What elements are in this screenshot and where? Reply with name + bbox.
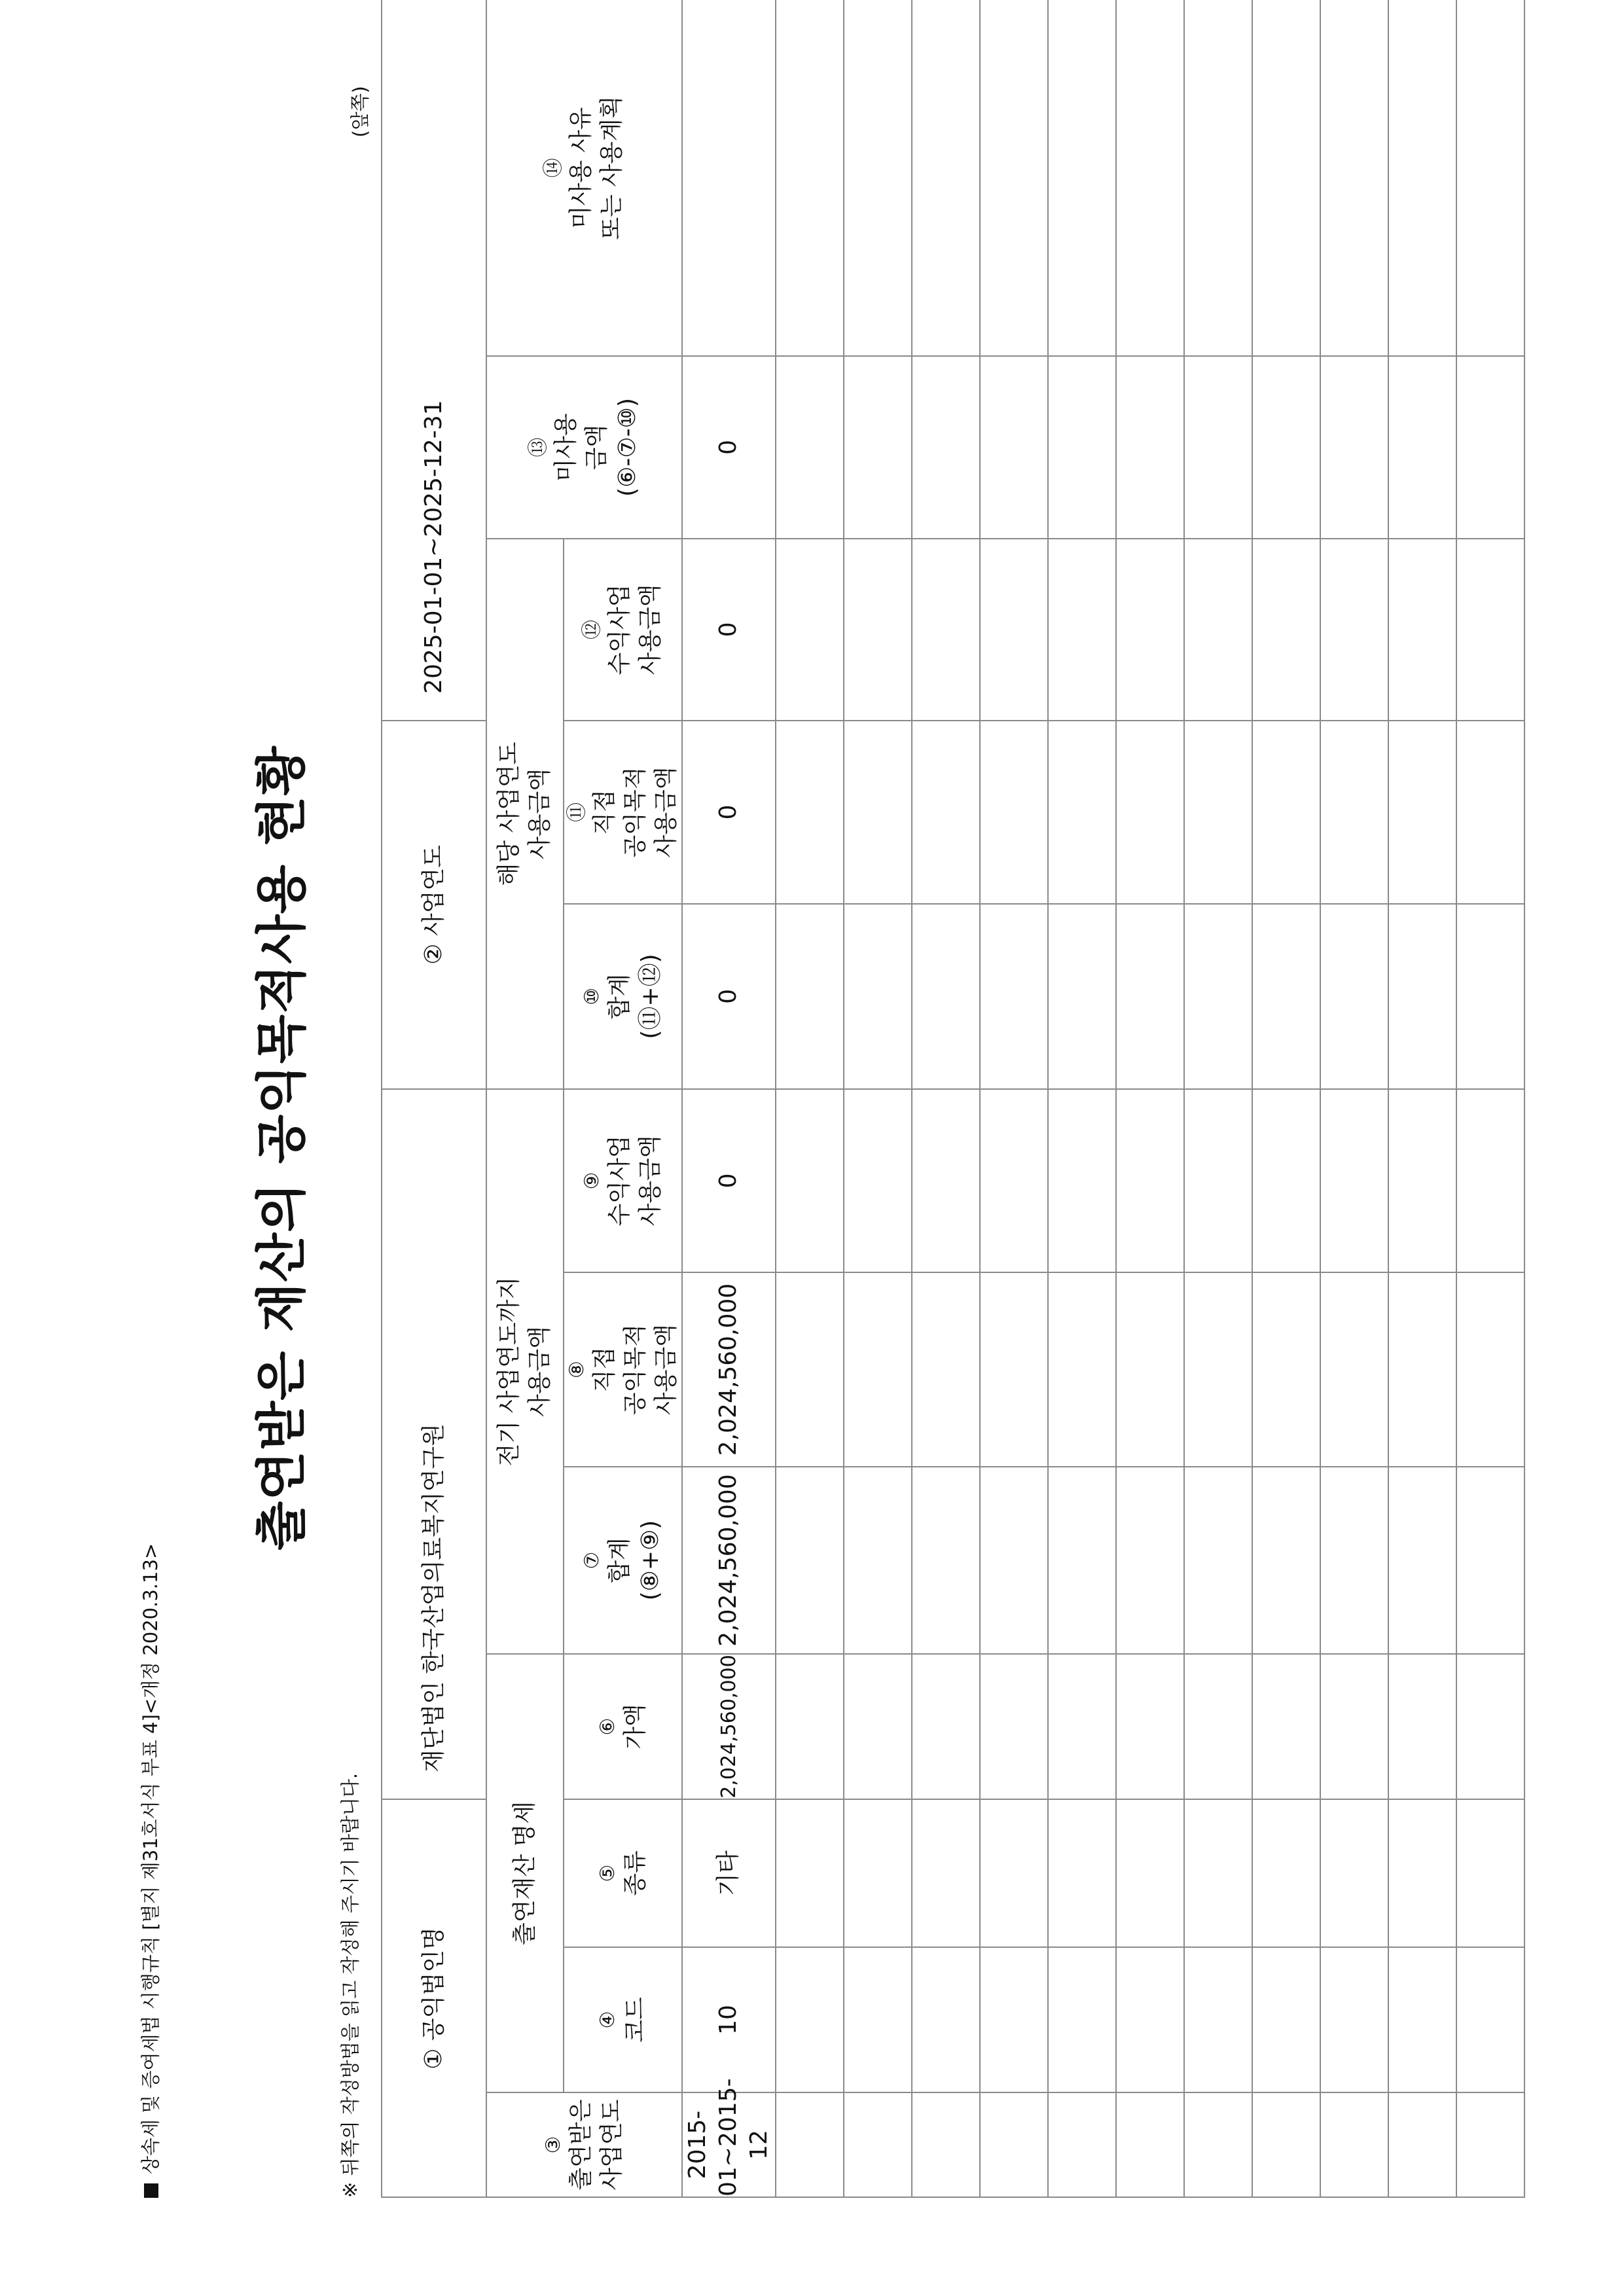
empty-cell[interactable] bbox=[1184, 1947, 1252, 2092]
table-row bbox=[1184, 0, 1252, 2197]
col-label: 가액 bbox=[621, 1704, 649, 1749]
circle-number: ⑨ bbox=[581, 1172, 604, 1190]
empty-cell[interactable] bbox=[1252, 1799, 1320, 1947]
circle-number: ⑭ bbox=[542, 158, 566, 178]
empty-cell[interactable] bbox=[844, 1467, 912, 1654]
empty-cell[interactable] bbox=[1048, 1272, 1116, 1467]
corp-name-label: ① 공익법인명 bbox=[382, 1799, 486, 2197]
col-label: 코드 bbox=[621, 1997, 649, 2043]
empty-cell[interactable] bbox=[912, 0, 980, 356]
empty-cell[interactable] bbox=[912, 1089, 980, 1272]
circle-number: ⑦ bbox=[581, 1551, 604, 1570]
cell-prev-profit[interactable]: 0 bbox=[682, 1089, 775, 1272]
empty-cell[interactable] bbox=[1320, 2092, 1388, 2197]
empty-cell[interactable] bbox=[1456, 539, 1525, 721]
empty-cell[interactable] bbox=[1048, 356, 1116, 539]
col-label: 출연받은 사업연도 bbox=[568, 2099, 626, 2191]
empty-cell[interactable] bbox=[912, 721, 980, 904]
col-unused-amount bbox=[486, 356, 682, 539]
empty-cell[interactable] bbox=[1184, 539, 1252, 721]
table-row bbox=[776, 0, 844, 2197]
col-unused-reason bbox=[486, 0, 682, 356]
page-side-label: (앞쪽) bbox=[349, 86, 371, 137]
empty-cell[interactable] bbox=[1456, 1947, 1525, 2092]
empty-cell[interactable] bbox=[980, 904, 1048, 1089]
cell-kind[interactable]: 기타 bbox=[682, 1799, 775, 1947]
empty-cell[interactable] bbox=[844, 904, 912, 1089]
circle-number: ④ bbox=[596, 2011, 619, 2029]
empty-cell[interactable] bbox=[1388, 1272, 1456, 1467]
empty-cell[interactable] bbox=[1116, 356, 1184, 539]
empty-cell[interactable] bbox=[776, 1799, 844, 1947]
col-cur-profit bbox=[564, 539, 682, 721]
empty-cell[interactable] bbox=[1252, 539, 1320, 721]
empty-cell[interactable] bbox=[980, 539, 1048, 721]
empty-cell[interactable] bbox=[776, 0, 844, 356]
empty-cell[interactable] bbox=[1048, 721, 1116, 904]
empty-cell[interactable] bbox=[1048, 1654, 1116, 1799]
empty-cell[interactable] bbox=[1184, 904, 1252, 1089]
empty-cell[interactable] bbox=[1184, 0, 1252, 356]
empty-cell[interactable] bbox=[776, 2092, 844, 2197]
empty-cell[interactable] bbox=[1320, 1089, 1388, 1272]
form-reference bbox=[136, 1543, 163, 2198]
empty-cell[interactable] bbox=[1388, 721, 1456, 904]
cell-reason[interactable] bbox=[682, 0, 775, 356]
empty-cell[interactable] bbox=[1456, 0, 1525, 356]
col-label: 미사용 사유 또는 사용계획 bbox=[568, 96, 626, 240]
cell-code[interactable]: 10 bbox=[682, 1947, 775, 2092]
circle-number: ⑥ bbox=[596, 1717, 619, 1736]
circle-number: ⑬ bbox=[527, 437, 550, 457]
empty-cell[interactable] bbox=[1388, 539, 1456, 721]
empty-cell[interactable] bbox=[1252, 1947, 1320, 2092]
empty-cell[interactable] bbox=[912, 904, 980, 1089]
col-label: 수익사업 사용금액 bbox=[606, 584, 664, 675]
col-label: 직접 공익목적 사용금액 bbox=[591, 1323, 679, 1416]
empty-cell[interactable] bbox=[1252, 1467, 1320, 1654]
empty-cell[interactable] bbox=[1184, 1467, 1252, 1654]
circle-number: ⑫ bbox=[581, 619, 604, 639]
empty-cell[interactable] bbox=[1184, 1089, 1252, 1272]
page-title: 출연받은 재산의 공익목적사용 현황 bbox=[253, 745, 312, 1551]
empty-cell[interactable] bbox=[1456, 904, 1525, 1089]
reference-text: 상속세 및 증여세법 시행규칙 [별지 제31호서식 부표 4]<개정 2020.3.13> bbox=[139, 1543, 162, 2174]
empty-cell[interactable] bbox=[1048, 1799, 1116, 1947]
empty-cell[interactable] bbox=[844, 1272, 912, 1467]
empty-cell[interactable] bbox=[1320, 904, 1388, 1089]
col-cur-total bbox=[564, 904, 682, 1089]
empty-cell[interactable] bbox=[1048, 1467, 1116, 1654]
empty-cell[interactable] bbox=[1320, 0, 1388, 356]
table-row bbox=[1116, 0, 1184, 2197]
empty-cell[interactable] bbox=[1456, 1089, 1525, 1272]
empty-cell[interactable] bbox=[776, 1467, 844, 1654]
empty-cell[interactable] bbox=[980, 1272, 1048, 1467]
table-row bbox=[980, 0, 1048, 2197]
empty-cell[interactable] bbox=[844, 1089, 912, 1272]
empty-cell[interactable] bbox=[912, 356, 980, 539]
empty-cell[interactable] bbox=[1320, 1654, 1388, 1799]
cell-year[interactable]: 2015-01~2015-12 bbox=[682, 2092, 775, 2197]
table-row bbox=[1388, 0, 1456, 2197]
empty-cell[interactable] bbox=[912, 1654, 980, 1799]
empty-cell[interactable] bbox=[1048, 1947, 1116, 2092]
empty-cell[interactable] bbox=[1184, 356, 1252, 539]
group-current-usage: 해당 사업연도 사용금액 bbox=[486, 539, 564, 1089]
business-year-value: 2025-01-01~2025-12-31 bbox=[382, 0, 486, 721]
empty-cell[interactable] bbox=[1456, 1654, 1525, 1799]
empty-cell[interactable] bbox=[1252, 1272, 1320, 1467]
col-value bbox=[564, 1654, 682, 1799]
group-prev-usage: 전기 사업연도까지 사용금액 bbox=[486, 1089, 564, 1654]
empty-cell[interactable] bbox=[776, 904, 844, 1089]
empty-cell[interactable] bbox=[1252, 356, 1320, 539]
empty-cell[interactable] bbox=[1320, 1947, 1388, 2092]
empty-cell[interactable] bbox=[1388, 1799, 1456, 1947]
empty-cell[interactable] bbox=[1456, 1467, 1525, 1654]
empty-cell[interactable] bbox=[844, 2092, 912, 2197]
cell-prev-direct[interactable]: 2,024,560,000 bbox=[682, 1272, 775, 1467]
table-row bbox=[912, 0, 980, 2197]
empty-cell[interactable] bbox=[1252, 2092, 1320, 2197]
empty-cell[interactable] bbox=[1116, 539, 1184, 721]
empty-cell[interactable] bbox=[844, 1947, 912, 2092]
group-property-detail: 출연재산 명세 bbox=[486, 1654, 564, 2092]
empty-cell[interactable] bbox=[980, 1467, 1048, 1654]
table-row bbox=[1048, 0, 1116, 2197]
empty-cell[interactable] bbox=[980, 1947, 1048, 2092]
circle-number: ⑩ bbox=[581, 988, 604, 1005]
empty-cell[interactable] bbox=[1388, 904, 1456, 1089]
col-label: 직접 공익목적 사용금액 bbox=[591, 766, 679, 858]
col-prev-total bbox=[564, 1467, 682, 1654]
empty-cell[interactable] bbox=[912, 2092, 980, 2197]
empty-cell[interactable] bbox=[1116, 0, 1184, 356]
empty-cell[interactable] bbox=[1388, 0, 1456, 356]
empty-cell[interactable] bbox=[1320, 539, 1388, 721]
empty-cell[interactable] bbox=[980, 1089, 1048, 1272]
empty-cell[interactable] bbox=[980, 0, 1048, 356]
empty-cell[interactable] bbox=[1252, 904, 1320, 1089]
empty-cell[interactable] bbox=[1252, 1089, 1320, 1272]
empty-cell[interactable] bbox=[912, 1272, 980, 1467]
empty-cell[interactable] bbox=[776, 1272, 844, 1467]
usage-table bbox=[381, 0, 1525, 2198]
col-label: 합계 (⑧+⑨) bbox=[606, 1520, 664, 1601]
empty-cell[interactable] bbox=[776, 1654, 844, 1799]
empty-cell[interactable] bbox=[844, 1654, 912, 1799]
empty-cell[interactable] bbox=[1456, 1272, 1525, 1467]
col-code bbox=[564, 1947, 682, 2092]
empty-cell[interactable] bbox=[776, 1089, 844, 1272]
cell-cur-total[interactable]: 0 bbox=[682, 904, 775, 1089]
empty-cell[interactable] bbox=[980, 721, 1048, 904]
empty-cell[interactable] bbox=[912, 1799, 980, 1947]
empty-cell[interactable] bbox=[1116, 1654, 1184, 1799]
empty-cell[interactable] bbox=[1048, 539, 1116, 721]
empty-cell[interactable] bbox=[1456, 1799, 1525, 1947]
instruction-note: ※ 뒤쪽의 작성방법을 읽고 작성해 주시기 바랍니다. bbox=[339, 1772, 361, 2198]
empty-cell[interactable] bbox=[1184, 2092, 1252, 2197]
empty-cell[interactable] bbox=[1388, 1467, 1456, 1654]
col-label: 합계 (⑪+⑫) bbox=[606, 954, 664, 1039]
col-label: 미사용 금액 (⑥-⑦-⑩) bbox=[552, 398, 641, 497]
empty-cell[interactable] bbox=[1388, 1947, 1456, 2092]
empty-cell[interactable] bbox=[912, 1467, 980, 1654]
circle-number: ⑧ bbox=[566, 1361, 588, 1378]
empty-cell[interactable] bbox=[1048, 2092, 1116, 2197]
empty-cell[interactable] bbox=[1116, 904, 1184, 1089]
table-row bbox=[1252, 0, 1320, 2197]
empty-cell[interactable] bbox=[1048, 904, 1116, 1089]
empty-cell[interactable] bbox=[844, 539, 912, 721]
empty-cell[interactable] bbox=[1116, 1467, 1184, 1654]
empty-cell[interactable] bbox=[1252, 0, 1320, 356]
empty-cell[interactable] bbox=[1048, 0, 1116, 356]
col-kind bbox=[564, 1799, 682, 1947]
empty-cell[interactable] bbox=[1116, 1799, 1184, 1947]
empty-cell[interactable] bbox=[1320, 1467, 1388, 1654]
empty-cell[interactable] bbox=[980, 1799, 1048, 1947]
empty-cell[interactable] bbox=[1456, 2092, 1525, 2197]
empty-cell[interactable] bbox=[1184, 721, 1252, 904]
empty-cell[interactable] bbox=[1320, 356, 1388, 539]
empty-cell[interactable] bbox=[1252, 721, 1320, 904]
empty-cell[interactable] bbox=[1184, 1272, 1252, 1467]
empty-cell[interactable] bbox=[844, 1799, 912, 1947]
empty-cell[interactable] bbox=[1456, 721, 1525, 904]
empty-cell[interactable] bbox=[1116, 2092, 1184, 2197]
empty-cell[interactable] bbox=[1184, 1799, 1252, 1947]
empty-cell[interactable] bbox=[776, 539, 844, 721]
cell-value[interactable]: 2,024,560,000 bbox=[682, 1654, 775, 1799]
empty-cell[interactable] bbox=[1116, 721, 1184, 904]
empty-cell[interactable] bbox=[1048, 1089, 1116, 1272]
empty-rows bbox=[776, 0, 1525, 2197]
empty-cell[interactable] bbox=[776, 356, 844, 539]
empty-cell[interactable] bbox=[1320, 1272, 1388, 1467]
circle-number: ⑤ bbox=[596, 1864, 619, 1882]
col-received-year bbox=[486, 2092, 682, 2197]
empty-cell[interactable] bbox=[1184, 1654, 1252, 1799]
empty-cell[interactable] bbox=[1320, 1799, 1388, 1947]
empty-cell[interactable] bbox=[980, 356, 1048, 539]
empty-cell[interactable] bbox=[1388, 1089, 1456, 1272]
cell-cur-profit[interactable]: 0 bbox=[682, 539, 775, 721]
cell-unused[interactable]: 0 bbox=[682, 356, 775, 539]
table-row bbox=[844, 0, 912, 2197]
empty-cell[interactable] bbox=[912, 1947, 980, 2092]
corp-name-value: 재단법인 한국산업의료복지연구원 bbox=[382, 1089, 486, 1799]
col-label: 종류 bbox=[621, 1850, 649, 1896]
empty-cell[interactable] bbox=[1388, 356, 1456, 539]
empty-cell[interactable] bbox=[1252, 1654, 1320, 1799]
empty-cell[interactable] bbox=[1116, 1089, 1184, 1272]
circle-number: ③ bbox=[542, 2136, 566, 2154]
empty-cell[interactable] bbox=[1116, 1947, 1184, 2092]
col-cur-direct bbox=[564, 721, 682, 904]
empty-cell[interactable] bbox=[912, 539, 980, 721]
empty-cell[interactable] bbox=[1116, 1272, 1184, 1467]
empty-cell[interactable] bbox=[844, 0, 912, 356]
col-prev-profit bbox=[564, 1089, 682, 1272]
cell-cur-direct[interactable]: 0 bbox=[682, 721, 775, 904]
table-row bbox=[682, 0, 775, 2197]
cell-prev-total[interactable]: 2,024,560,000 bbox=[682, 1467, 775, 1654]
square-bullet-icon bbox=[144, 2183, 158, 2198]
empty-cell[interactable] bbox=[1320, 721, 1388, 904]
business-year-label: ② 사업연도 bbox=[382, 721, 486, 1089]
empty-cell[interactable] bbox=[776, 1947, 844, 2092]
empty-cell[interactable] bbox=[1456, 356, 1525, 539]
table-row bbox=[1320, 0, 1388, 2197]
empty-cell[interactable] bbox=[844, 721, 912, 904]
col-label: 수익사업 사용금액 bbox=[606, 1135, 664, 1227]
empty-cell[interactable] bbox=[844, 356, 912, 539]
empty-cell[interactable] bbox=[776, 721, 844, 904]
empty-cell[interactable] bbox=[1388, 2092, 1456, 2197]
empty-cell[interactable] bbox=[980, 2092, 1048, 2197]
table-row bbox=[1456, 0, 1525, 2197]
col-prev-direct bbox=[564, 1272, 682, 1467]
circle-number: ⑪ bbox=[566, 802, 588, 822]
empty-cell[interactable] bbox=[980, 1654, 1048, 1799]
empty-cell[interactable] bbox=[1388, 1654, 1456, 1799]
